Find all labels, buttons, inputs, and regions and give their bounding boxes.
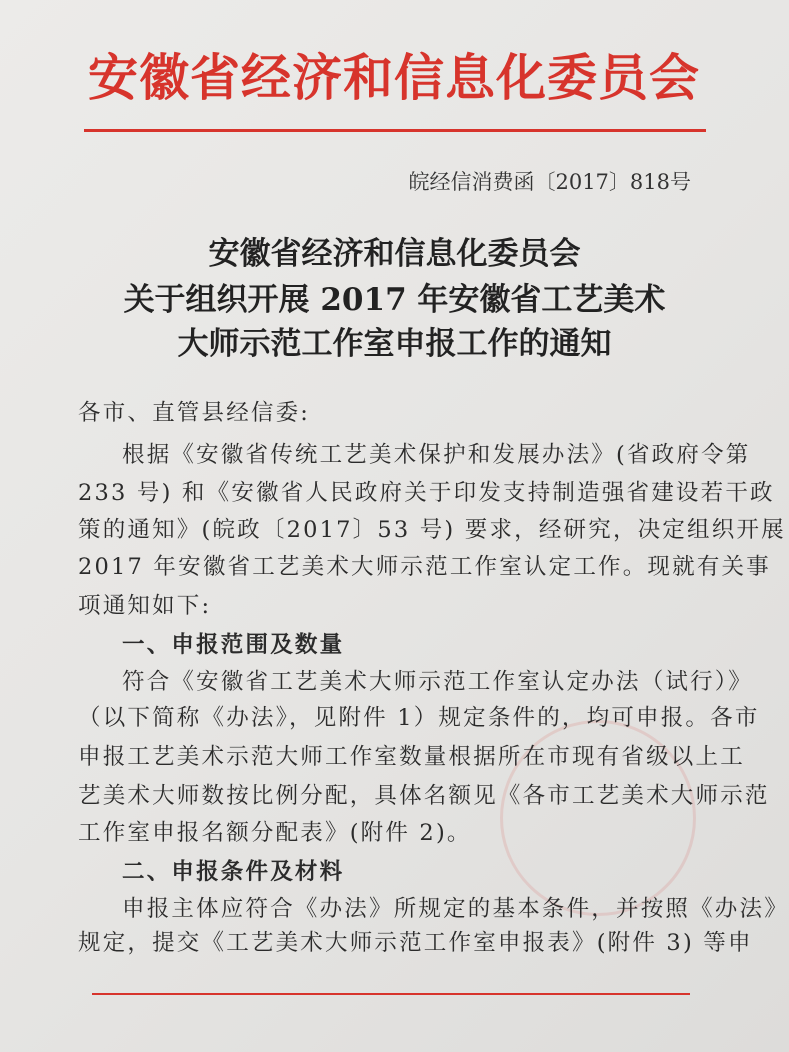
body-line: （以下简称《办法》，见附件 1）规定条件的，均可申报。各市 <box>78 705 760 731</box>
document-number: 皖经信消费函〔2017〕818号 <box>408 170 691 194</box>
body-line: 策的通知》(皖政〔2017〕53 号) 要求，经研究，决定组织开展 <box>78 517 786 543</box>
section-2-heading: 二、申报条件及材料 <box>122 859 345 885</box>
body-line: 233 号) 和《安徽省人民政府关于印发支持制造强省建设若干政 <box>78 480 775 506</box>
title-line-1: 安徽省经济和信息化委员会 <box>208 236 581 272</box>
body-line: 规定，提交《工艺美术大师示范工作室申报表》(附件 3) 等申 <box>78 930 753 956</box>
body-line: 符合《安徽省工艺美术大师示范工作室认定办法（试行）》 <box>122 669 753 695</box>
body-line: 工作室申报名额分配表》(附件 2)。 <box>78 820 472 846</box>
body-line: 根据《安徽省传统工艺美术保护和发展办法》(省政府令第 <box>122 442 751 468</box>
body-line: 项通知如下: <box>78 593 212 619</box>
letterhead-divider <box>84 129 706 132</box>
body-line: 2017 年安徽省工艺美术大师示范工作室认定工作。现就有关事 <box>78 554 771 580</box>
body-line: 申报主体应符合《办法》所规定的基本条件，并按照《办法》 <box>122 896 789 922</box>
title-line-2: 关于组织开展 2017 年安徽省工艺美术 <box>123 282 666 318</box>
section-1-heading: 一、申报范围及数量 <box>122 632 345 658</box>
body-line: 艺美术大师数按比例分配，具体名额见《各市工艺美术大师示范 <box>78 783 770 809</box>
footer-divider <box>92 993 690 995</box>
salutation: 各市、直管县经信委: <box>78 400 311 426</box>
body-line: 申报工艺美术示范大师工作室数量根据所在市现有省级以上工 <box>78 744 745 770</box>
letterhead-title: 安徽省经济和信息化委员会 <box>88 48 700 107</box>
title-line-3: 大师示范工作室申报工作的通知 <box>177 326 612 362</box>
